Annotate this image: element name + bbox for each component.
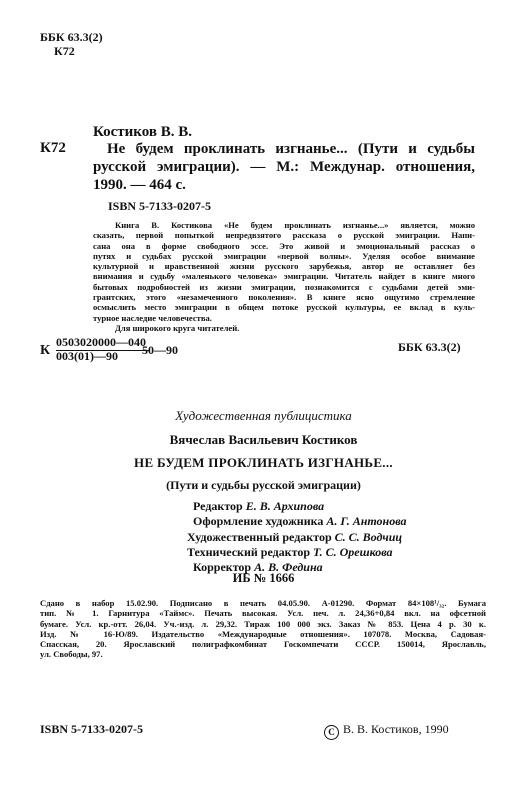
author-full-name: Вячеслав Васильевич Костиков	[169, 432, 358, 447]
bibliography-line: 1990. — 464 с.	[93, 177, 186, 193]
credit-role: Корректор	[193, 560, 252, 575]
credit-role: Оформление художника	[193, 514, 324, 529]
credit-name: С. С. Водчиц	[334, 529, 403, 544]
annotation-line: осмыслить место эмиграции в общем потоке русской культуры, ее вклад в куль-	[93, 302, 475, 313]
bbk-header	[40, 30, 103, 58]
credit-name: А. В. Федина	[254, 560, 323, 575]
classification-suffix: 50—90	[142, 343, 178, 357]
imprint-line: ул. Свободы, 97.	[40, 649, 103, 660]
imprint	[40, 598, 486, 660]
annotation-line: внимания и судьбу «маленького человека» эмиграции. Читатель найдет в книге много	[93, 271, 475, 282]
annotation-audience: Для широкого круга читателей.	[115, 322, 240, 333]
book-title: НЕ БУДЕМ ПРОКЛИНАТЬ ИЗГНАНЬЕ...	[134, 455, 393, 470]
bibliography-isbn: ISBN 5-7133-0207-5	[108, 199, 212, 213]
classification-letter: К	[40, 343, 51, 358]
annotation-line: турное наследие человечества.	[93, 312, 212, 323]
bibliography-line: Не будем проклинать изгнанье... (Пути и судьбы	[107, 141, 475, 157]
imprint-line: бумаге. Усл. кр.-отт. 26,04. Уч.-изд. л. 29,32. Тираж 100 000 экз. Заказ № 853. Цена 4 р. 30 к.	[40, 618, 486, 629]
credit-role: Редактор	[193, 499, 243, 513]
bbk-code: ББК 63.3(2)	[40, 30, 103, 44]
classification-denominator: 003(01)—90	[56, 349, 118, 363]
genre-label: Художественная публицистика	[175, 408, 352, 423]
annotation-line: сана она в форме свободного эссе. Это живой и эмоциональный рассказ о	[93, 240, 475, 251]
copyright-icon: C	[324, 725, 339, 740]
credit-role: Технический редактор	[187, 544, 311, 559]
imprint-line: Изд. № 16-Ю/89. Издательство «Международные отношения». 107078. Москва, Садовая-	[40, 628, 486, 639]
annotation-line: сказать, первой попыткой непредвзятого рассказа о русской эмиграции. Напи-	[93, 230, 475, 241]
credit-name: Т. С. Орешкова	[313, 544, 393, 559]
classification-numerator: 0503020000—040	[56, 335, 150, 351]
annotation-line: бытовых подробностей из жизни эмиграции, познакомится с судьбами детей эми-	[93, 281, 475, 292]
copyright-text: В. В. Костиков, 1990	[343, 722, 449, 736]
imprint-line: Спасская, 20. Ярославский полиграфкомбинат Госкомпечати СССР. 150014, Ярославль,	[40, 639, 486, 650]
credit-name: А. Г. Антонова	[326, 514, 407, 529]
copyright-notice	[324, 722, 449, 740]
bibliography-line: русской эмиграции). — М.: Междунар. отношения,	[93, 159, 475, 175]
credits-list	[187, 499, 407, 575]
bibliography-author: Костиков В. В.	[93, 124, 192, 140]
credit-role: Художественный редактор	[187, 529, 332, 544]
credit-editor	[193, 499, 406, 514]
bibliography-k-code: К72	[40, 140, 66, 156]
annotation-line: грантских, этого «незамеченного поколения». В книге ясно ощутимо стремление	[93, 292, 475, 303]
credit-art-editor	[187, 530, 406, 545]
annotation	[93, 220, 475, 333]
annotation-line: культурной и нравственной жизни русского зарубежья, автор не оставляет без	[93, 261, 475, 272]
credit-designer	[193, 514, 406, 529]
credit-name: Е. В. Архипова	[245, 499, 325, 513]
footer-isbn: ISBN 5-7133-0207-5	[40, 722, 144, 736]
imprint-line: тип. № 1. Гарнитура «Таймс». Печать высокая. Усл. печ. л. 24,36+0,84 вкл. на офсетной	[40, 608, 486, 619]
author-mark: К72	[54, 44, 75, 58]
annotation-line: путях и судьбах русской эмиграции «первой волны». Уделяя особое внимание	[93, 250, 475, 261]
classification-bbk: ББК 63.3(2)	[398, 340, 461, 354]
imprint-line: Сдано в набор 15.02.90. Подписано в печать 04.05.90. А-01290. Формат 84×108¹/₃₂. Бумага	[40, 598, 486, 608]
ib-number: ИБ № 1666	[232, 571, 295, 585]
bibliography-description	[93, 140, 475, 194]
credit-tech-editor	[187, 545, 406, 560]
book-subtitle: (Пути и судьбы русской эмиграции)	[166, 478, 361, 492]
annotation-line: Книга В. Костикова «Не будем проклинать изгнанье...» является, можно	[115, 220, 475, 230]
